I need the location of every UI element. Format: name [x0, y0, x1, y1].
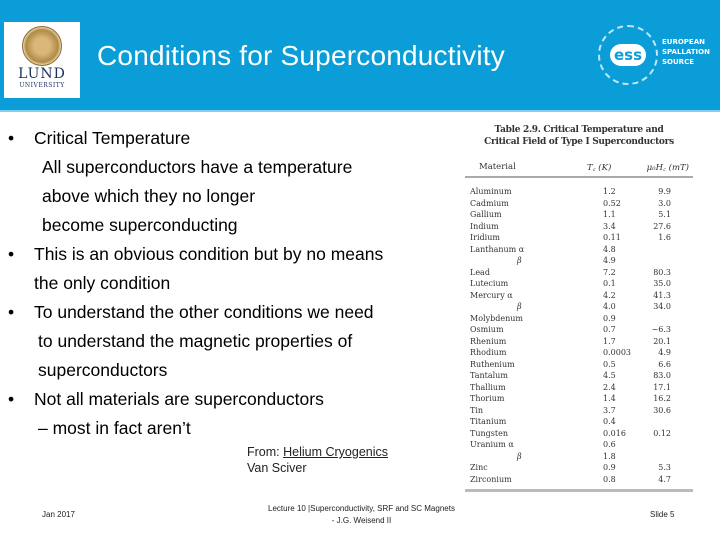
hc-cell: 9.9 [658, 187, 671, 196]
table-row [465, 336, 693, 348]
tc-cell: 0.4 [603, 417, 616, 426]
material-cell: Uranium α [470, 440, 514, 449]
tc-cell: 1.2 [603, 187, 616, 196]
bullet-cont: to understand the magnetic properties of [38, 331, 353, 351]
hc-cell: 4.7 [658, 474, 671, 484]
source-citation [247, 444, 388, 476]
table-row [465, 267, 693, 279]
bullet-cont: All superconductors have a temperature [42, 157, 353, 177]
tc-cell: 0.7 [603, 325, 616, 334]
hc-cell: 3.0 [658, 198, 671, 208]
material-cell: Tin [470, 405, 484, 415]
source-prefix: From: [247, 445, 284, 459]
tc-cell: 4.9 [603, 256, 616, 265]
material-cell: Ruthenium [470, 359, 515, 369]
hc-cell: 34.0 [653, 302, 671, 311]
header-hc: μ₀H꜀ (mT) [646, 163, 689, 173]
tc-cell: 1.1 [603, 210, 616, 219]
tc-cell: 0.9 [603, 313, 616, 323]
bullet: • This is an obvious condition but by no means [8, 240, 448, 269]
tc-cell: 1.7 [603, 336, 616, 346]
material-cell: Thallium [470, 382, 506, 392]
material-cell: Rhenium [470, 336, 507, 346]
table-row [465, 232, 693, 244]
ess-text [662, 37, 710, 67]
tc-cell: 0.5 [603, 359, 616, 369]
hc-cell: 17.1 [653, 382, 671, 392]
source-author: Van Sciver [247, 461, 307, 475]
material-cell: Thorium [470, 394, 505, 403]
table-row [465, 393, 693, 405]
material-cell: Titanium [470, 417, 507, 426]
slide-title: Conditions for Superconductivity [97, 40, 505, 71]
tc-cell: 0.1 [603, 279, 616, 288]
bullet: • Critical Temperature [8, 124, 448, 153]
bullet-cont: superconductors [38, 360, 168, 380]
material-cell: Iridium [470, 233, 500, 242]
caption-line: Table 2.9. Critical Temperature and [494, 125, 664, 135]
table-row [465, 474, 693, 486]
table-caption [465, 124, 693, 148]
hc-cell: 27.6 [653, 221, 671, 231]
table-row [465, 186, 693, 198]
hc-cell: 83.0 [653, 371, 671, 380]
table-row [465, 278, 693, 290]
table-row [465, 244, 693, 256]
tc-cell: 0.52 [603, 198, 621, 208]
table-row [465, 347, 693, 359]
slide-header [0, 0, 720, 112]
table-row [465, 221, 693, 233]
hc-cell: 35.0 [653, 279, 671, 288]
material-cell: β [517, 451, 522, 461]
bullet-cont: the only condition [34, 273, 171, 293]
footer-date: Jan 2017 [42, 510, 75, 519]
tc-cell: 0.0003 [603, 348, 631, 357]
bullet-cont: above which they no longer [42, 186, 256, 206]
table-row [465, 301, 693, 313]
header-material: Material [479, 162, 516, 172]
material-cell: Gallium [470, 210, 502, 219]
tc-cell: 4.5 [603, 371, 616, 380]
ess-logo-text: ess [610, 44, 646, 66]
bullet-cont: become superconducting [42, 215, 238, 235]
tc-cell: 3.4 [603, 221, 616, 231]
footer-author: - J.G. Weisend II [331, 516, 392, 525]
table-row [465, 313, 693, 325]
header-tc: T꜀ (K) [587, 163, 612, 173]
material-cell: Osmium [470, 325, 504, 334]
bullet-list [8, 124, 448, 443]
table-row [465, 198, 693, 210]
tc-cell: 2.4 [603, 382, 616, 392]
table-body [465, 186, 693, 485]
table-row [465, 255, 693, 267]
material-cell: Tantalum [470, 371, 508, 380]
material-cell: Molybdenum [470, 313, 523, 323]
table-row [465, 324, 693, 336]
slide-number: Slide 5 [650, 510, 675, 519]
material-cell: Cadmium [470, 198, 509, 208]
material-cell: Aluminum [470, 187, 512, 196]
superconductor-table-image [465, 122, 693, 492]
material-cell: Lanthanum α [470, 244, 525, 254]
hc-cell: 16.2 [653, 394, 671, 403]
hc-cell: 41.3 [653, 290, 671, 300]
hc-cell: 80.3 [653, 267, 671, 277]
table-row [465, 428, 693, 440]
material-cell: Zinc [470, 463, 488, 472]
table-row [465, 382, 693, 394]
material-cell: Tungsten [470, 428, 508, 438]
lund-university-logo [4, 22, 80, 98]
table-header [465, 162, 693, 178]
hc-cell: 5.1 [658, 210, 671, 219]
tc-cell: 7.2 [603, 267, 616, 277]
material-cell: Lutecium [470, 279, 509, 288]
hc-cell: ~6.3 [651, 325, 671, 334]
table-row [465, 405, 693, 417]
hc-cell: 6.6 [658, 359, 671, 369]
material-cell: Lead [470, 267, 490, 277]
tc-cell: 0.8 [603, 474, 616, 484]
tc-cell: 0.9 [603, 463, 616, 472]
caption-line: Critical Field of Type I Superconductors [484, 137, 674, 147]
material-cell: β [517, 302, 522, 311]
tc-cell: 4.0 [603, 302, 616, 311]
material-cell: Zirconium [470, 474, 512, 484]
ess-text-line: SOURCE [662, 58, 694, 66]
footer-center [244, 504, 479, 525]
bullet: • To understand the other conditions we need [8, 298, 448, 327]
tc-cell: 3.7 [603, 405, 616, 415]
tc-cell: 0.016 [603, 428, 626, 438]
logo-text: UNIVERSITY [19, 82, 65, 89]
table-row [465, 451, 693, 463]
hc-cell: 1.6 [658, 233, 671, 242]
table-row [465, 209, 693, 221]
table-row [465, 439, 693, 451]
hc-cell: 5.3 [658, 463, 671, 472]
table-row [465, 462, 693, 474]
lund-seal-icon [22, 26, 62, 66]
ess-text-line: EUROPEAN [662, 38, 705, 46]
tc-cell: 0.11 [603, 233, 621, 242]
table-row [465, 359, 693, 371]
table-row [465, 416, 693, 428]
tc-cell: 4.8 [603, 244, 616, 254]
hc-cell: 30.6 [653, 405, 671, 415]
table-row [465, 290, 693, 302]
table-row [465, 370, 693, 382]
source-title: Helium Cryogenics [283, 445, 389, 459]
ess-text-line: SPALLATION [662, 48, 710, 56]
material-cell: β [517, 256, 522, 265]
tc-cell: 0.6 [603, 440, 616, 449]
hc-cell: 4.9 [658, 348, 671, 357]
tc-cell: 1.8 [603, 451, 616, 461]
tc-cell: 1.4 [603, 394, 616, 403]
hc-cell: 0.12 [653, 428, 671, 438]
bullet: • Not all materials are superconductors [8, 385, 448, 414]
tc-cell: 4.2 [603, 290, 616, 300]
bullet-cont: – most in fact aren’t [38, 418, 191, 438]
footer-lecture: Lecture 10 |Superconductivity, SRF and SC Magnets [268, 504, 455, 513]
hc-cell: 20.1 [653, 336, 671, 346]
material-cell: Indium [470, 221, 499, 231]
material-cell: Mercury α [470, 290, 513, 300]
logo-text: LUND [18, 66, 66, 82]
ess-logo [598, 25, 658, 85]
material-cell: Rhodium [470, 348, 507, 357]
